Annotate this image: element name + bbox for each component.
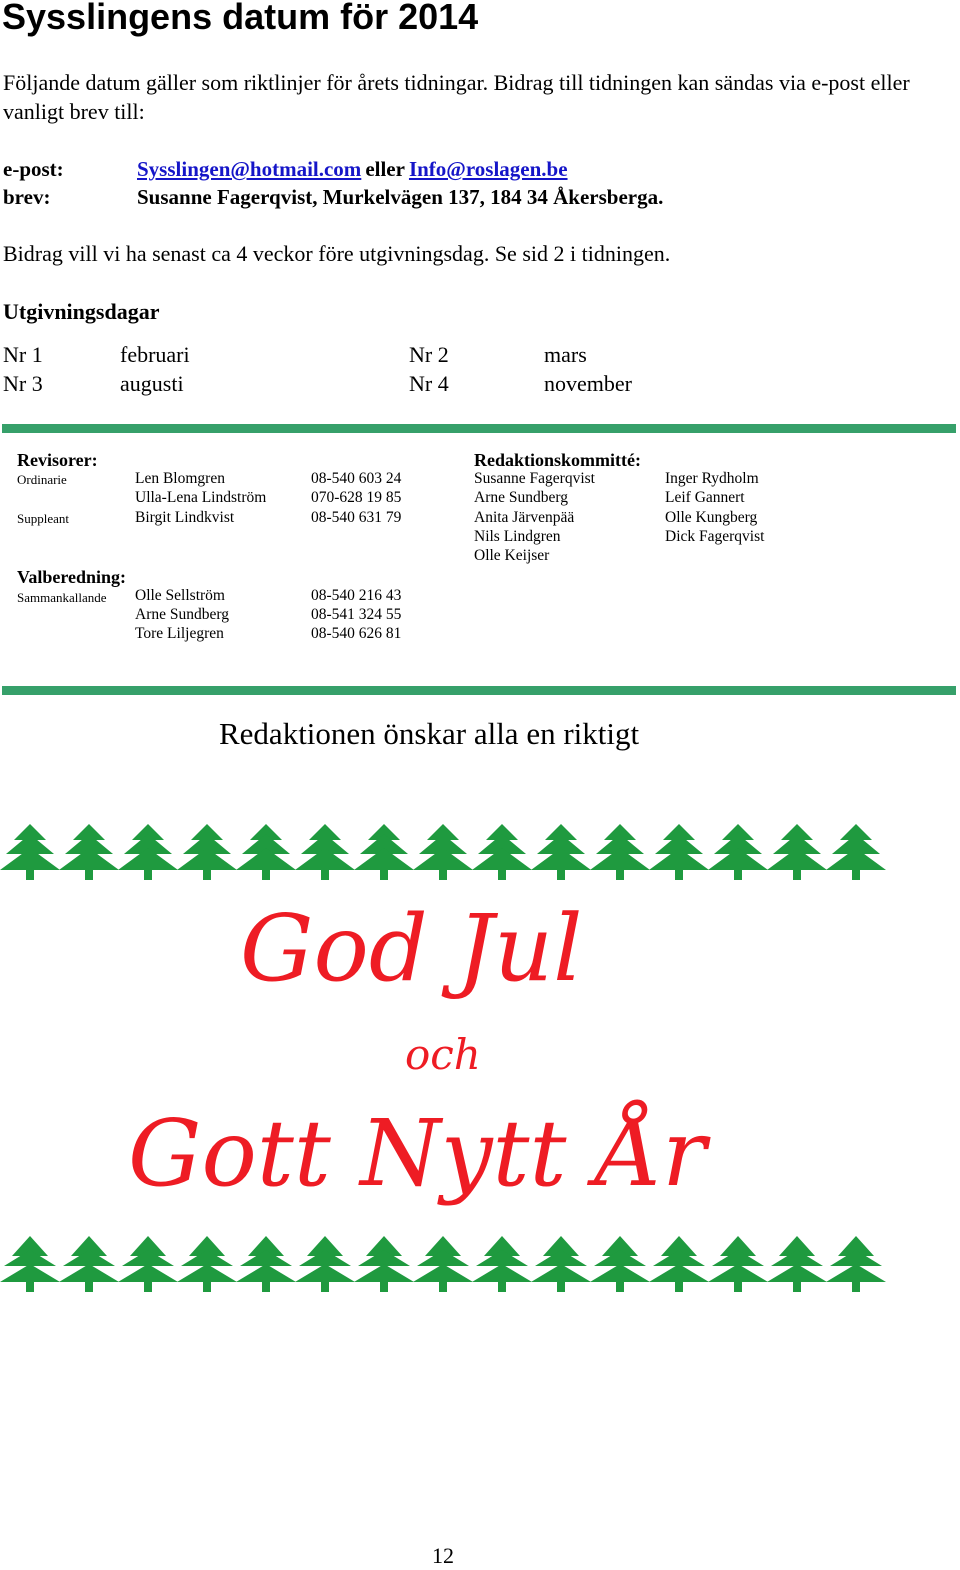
mail-label: brev: xyxy=(3,185,51,209)
committee-member: Anita Järvenpää xyxy=(474,509,575,526)
tree-icon xyxy=(295,1236,355,1292)
tree-icon xyxy=(649,1236,709,1292)
committee-member: Leif Gannert xyxy=(665,489,745,506)
committee-member: Dick Fagerqvist xyxy=(665,528,765,545)
committee-member: Inger Rydholm xyxy=(665,470,759,487)
committee-member: Susanne Fagerqvist xyxy=(474,470,595,487)
tree-icon xyxy=(649,824,709,880)
issues-heading: Utgivningsdagar xyxy=(3,299,160,324)
tree-icon xyxy=(0,1236,60,1292)
divider-bar-bottom xyxy=(2,686,956,695)
greeting-intro: Redaktionen önskar alla en riktigt xyxy=(219,716,640,751)
tree-icon xyxy=(118,1236,178,1292)
committee-member: Nils Lindgren xyxy=(474,528,561,545)
committee-member: Olle Keijser xyxy=(474,547,550,564)
tree-icon xyxy=(354,1236,414,1292)
mail-address: Susanne Fagerqvist, Murkelvägen 137, 184 34 Åkersberga. xyxy=(137,185,664,209)
tree-icon xyxy=(59,824,119,880)
nomination-name: Olle Sellström xyxy=(135,587,225,604)
tree-icon xyxy=(177,824,237,880)
issue-month-3: augusti xyxy=(120,371,184,396)
tree-border-top xyxy=(0,820,900,882)
email-link-sysslingen[interactable]: Sysslingen@hotmail.com xyxy=(137,157,362,181)
page-number: 12 xyxy=(432,1543,454,1568)
ordinary-label: Ordinarie xyxy=(17,472,67,487)
tree-icon xyxy=(826,1236,886,1292)
email-link-info[interactable]: Info@roslagen.be xyxy=(408,157,568,181)
revisors-heading: Revisorer: xyxy=(17,450,98,470)
or-word: eller xyxy=(365,157,405,181)
tree-icon xyxy=(767,1236,827,1292)
tree-icon xyxy=(708,1236,768,1292)
tree-icon xyxy=(59,1236,119,1292)
tree-icon xyxy=(354,824,414,880)
greeting-god-jul: God Jul xyxy=(240,895,583,1002)
revisor-name: Ulla-Lena Lindström xyxy=(135,489,267,506)
tree-icon xyxy=(826,824,886,880)
tree-icon xyxy=(118,824,178,880)
nomination-heading: Valberedning: xyxy=(17,567,127,587)
revisor-phone: 08-540 631 79 xyxy=(311,509,402,526)
tree-icon xyxy=(177,1236,237,1292)
nomination-name: Arne Sundberg xyxy=(135,606,229,623)
issue-nr-4: Nr 4 xyxy=(409,371,449,396)
tree-icon xyxy=(531,824,591,880)
nomination-name: Tore Liljegren xyxy=(135,625,224,642)
issue-month-1: februari xyxy=(120,342,190,367)
tree-icon xyxy=(472,824,532,880)
nomination-phone: 08-541 324 55 xyxy=(311,606,402,623)
tree-icon xyxy=(590,824,650,880)
tree-icon xyxy=(590,1236,650,1292)
issue-month-4: november xyxy=(544,371,632,396)
tree-icon xyxy=(708,824,768,880)
tree-icon xyxy=(472,1236,532,1292)
convener-label: Sammankallande xyxy=(17,590,107,605)
tree-icon xyxy=(0,824,60,880)
revisor-name: Len Blomgren xyxy=(135,470,225,487)
intro-paragraph: Följande datum gäller som riktlinjer för årets tidningar. Bidrag till tidningen kan sändas via e-post eller vanligt brev till: xyxy=(3,70,910,124)
committee-heading: Redaktionskommitté: xyxy=(474,450,641,470)
issue-nr-3: Nr 3 xyxy=(3,371,43,396)
revisor-phone: 08-540 603 24 xyxy=(311,470,402,487)
tree-icon xyxy=(413,1236,473,1292)
email-line xyxy=(137,157,568,182)
committee-member: Olle Kungberg xyxy=(665,509,758,526)
issue-nr-2: Nr 2 xyxy=(409,342,449,367)
tree-icon xyxy=(767,824,827,880)
issue-nr-1: Nr 1 xyxy=(3,342,43,367)
email-label: e-post: xyxy=(3,157,64,181)
tree-icon xyxy=(531,1236,591,1292)
tree-icon xyxy=(413,824,473,880)
issue-month-2: mars xyxy=(544,342,587,367)
committee-member: Arne Sundberg xyxy=(474,489,568,506)
greeting-och: och xyxy=(405,1030,481,1079)
deadline-text: Bidrag vill vi ha senast ca 4 veckor före utgivningsdag. Se sid 2 i tidningen. xyxy=(3,241,671,266)
tree-icon xyxy=(295,824,355,880)
revisor-phone: 070-628 19 85 xyxy=(311,489,402,506)
tree-icon xyxy=(236,824,296,880)
revisor-name: Birgit Lindkvist xyxy=(135,509,235,526)
page-title: Sysslingens datum för 2014 xyxy=(2,0,479,37)
tree-icon xyxy=(236,1236,296,1292)
divider-bar-top xyxy=(2,424,956,433)
nomination-phone: 08-540 216 43 xyxy=(311,587,402,604)
nomination-phone: 08-540 626 81 xyxy=(311,625,402,642)
substitute-label: Suppleant xyxy=(17,511,69,526)
greeting-gott-nytt-ar: Gott Nytt År xyxy=(128,1100,707,1207)
tree-border-bottom xyxy=(0,1232,900,1294)
